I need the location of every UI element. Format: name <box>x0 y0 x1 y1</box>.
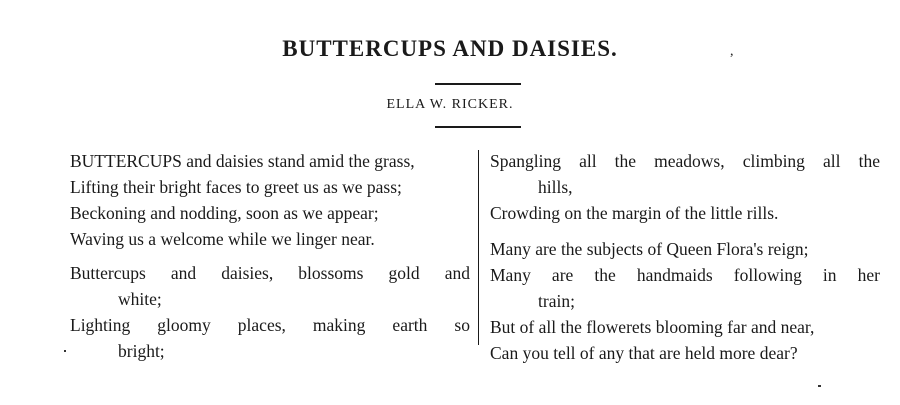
poem-line: Lifting their bright faces to greet us as we pass; <box>70 177 402 197</box>
print-speck <box>818 385 821 387</box>
poem-line-turnover: bright; <box>118 341 165 361</box>
poem-line-turnover: train; <box>538 291 575 311</box>
poem-title: BUTTERCUPS AND DAISIES. <box>282 36 618 61</box>
poem-line: Crowding on the margin of the little rills. <box>490 203 779 223</box>
poem-line-turnover: white; <box>118 289 162 309</box>
poem-line <box>70 312 470 364</box>
title-rule <box>435 83 521 85</box>
author-name: ELLA W. RICKER. <box>386 97 514 112</box>
poem-line <box>490 148 880 200</box>
stanza <box>70 260 470 364</box>
poem-line: Beckoning and nodding, soon as we appear; <box>70 203 379 223</box>
poem-line: Can you tell of any that are held more dear? <box>490 343 798 363</box>
poem-line-main: Buttercups and daisies, blossoms gold and <box>70 263 470 283</box>
poem-line: But of all the flowerets blooming far and near, <box>490 317 815 337</box>
poem-line-main: Many are the handmaids following in her <box>490 265 880 285</box>
stray-mark: , <box>730 44 734 59</box>
left-column <box>70 148 470 372</box>
poem-line <box>490 262 880 314</box>
poem-line: Many are the subjects of Queen Flora's reign; <box>490 239 809 259</box>
stanza <box>490 236 880 366</box>
poem-line-main: Spangling all the meadows, climbing all the <box>490 151 880 171</box>
right-column <box>490 148 880 374</box>
column-divider <box>478 150 479 345</box>
author-rule <box>435 126 521 128</box>
stanza <box>70 148 470 252</box>
poem-line-main: Lighting gloomy places, making earth so <box>70 315 470 335</box>
poem-line: BUTTERCUPS and daisies stand amid the grass, <box>70 151 415 171</box>
stanza <box>490 148 880 226</box>
print-speck <box>64 350 66 352</box>
poem-line <box>70 260 470 312</box>
poem-line-turnover: hills, <box>538 177 573 197</box>
poem-line: Waving us a welcome while we linger near. <box>70 229 375 249</box>
